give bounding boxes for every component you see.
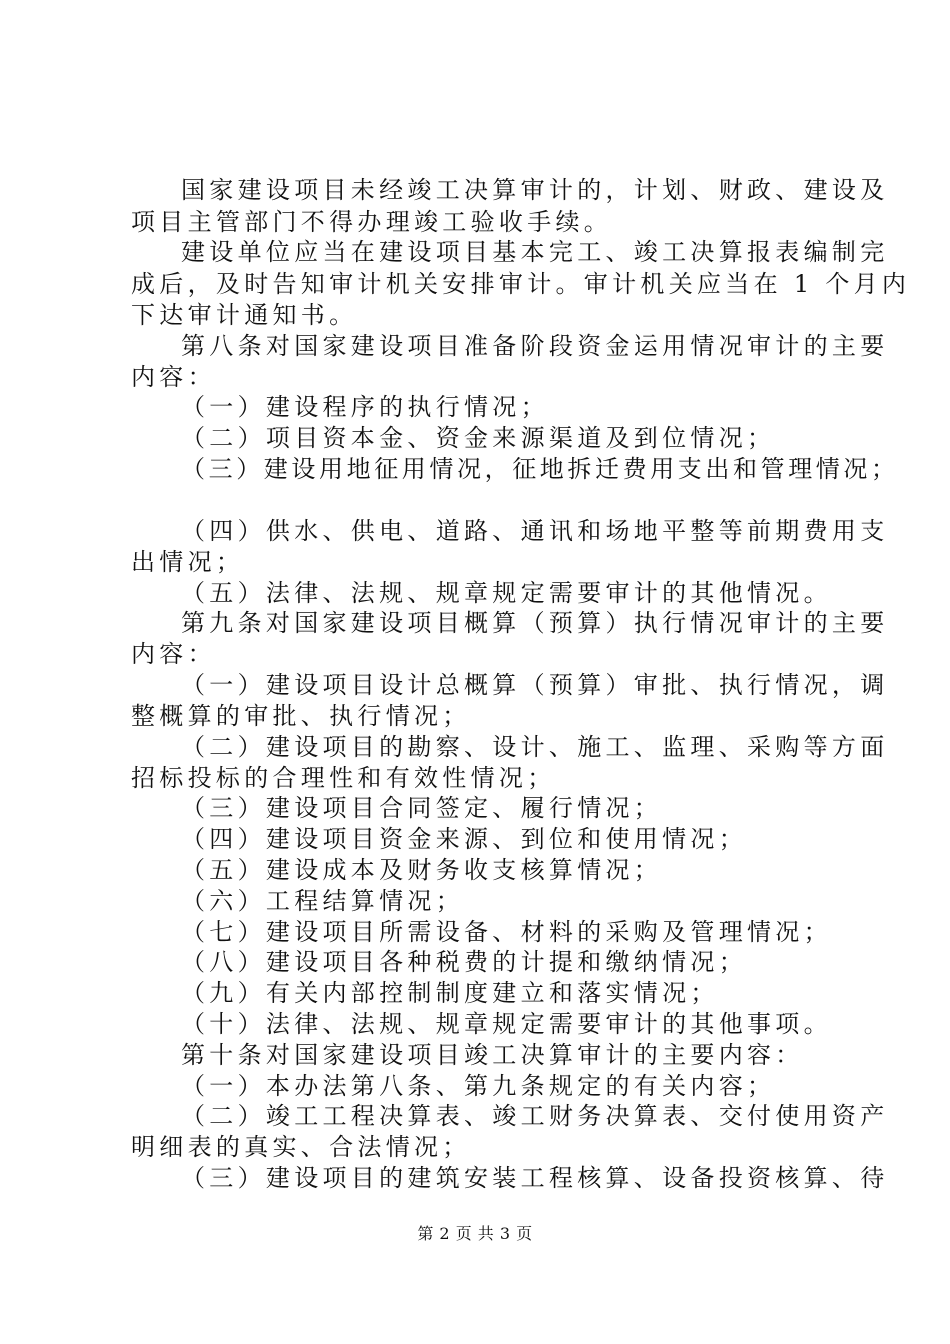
text-line: 招标投标的合理性和有效性情况；	[131, 764, 556, 792]
text-line: 内容：	[131, 363, 216, 391]
text-line: 下达审计通知书。	[131, 301, 358, 329]
text-line: 出情况；	[131, 548, 245, 576]
text-line: 项目主管部门不得办理竣工验收手续。	[131, 208, 613, 236]
list-item: （二）项目资本金、资金来源渠道及到位情况；	[181, 424, 776, 452]
text-line: 整概算的审批、执行情况；	[131, 702, 471, 730]
text-line: 成后，及时告知审计机关安排审计。审计机关应当在 1 个月内	[131, 270, 911, 298]
list-item: （五）建设成本及财务收支核算情况；	[181, 856, 663, 884]
list-item: （一）本办法第八条、第九条规定的有关内容；	[181, 1072, 776, 1100]
text-line: 第十条对国家建设项目竣工决算审计的主要内容：	[181, 1041, 804, 1069]
text-line: 内容：	[131, 640, 216, 668]
page-number-footer: 第 2 页 共 3 页	[417, 1224, 533, 1243]
list-item: （二）竣工工程决算表、竣工财务决算表、交付使用资产	[181, 1102, 889, 1130]
list-item: （五）法律、法规、规章规定需要审计的其他情况。	[181, 579, 832, 607]
list-item: （四）供水、供电、道路、通讯和场地平整等前期费用支	[181, 517, 889, 545]
list-item: （三）建设用地征用情况，征地拆迁费用支出和管理情况；	[181, 455, 899, 483]
text-line: 明细表的真实、合法情况；	[131, 1133, 471, 1161]
text-line: 第八条对国家建设项目准备阶段资金运用情况审计的主要	[181, 332, 889, 360]
text-line: 建设单位应当在建设项目基本完工、竣工决算报表编制完	[181, 238, 889, 266]
list-item: （八）建设项目各种税费的计提和缴纳情况；	[181, 948, 747, 976]
list-item: （六）工程结算情况；	[181, 887, 464, 915]
list-item: （九）有关内部控制制度建立和落实情况；	[181, 979, 719, 1007]
list-item: （四）建设项目资金来源、到位和使用情况；	[181, 825, 747, 853]
list-item: （一）建设项目设计总概算（预算）审批、执行情况，调	[181, 671, 889, 699]
list-item: （三）建设项目合同签定、履行情况；	[181, 794, 663, 822]
list-item: （一）建设程序的执行情况；	[181, 393, 549, 421]
list-item: （三）建设项目的建筑安装工程核算、设备投资核算、待	[181, 1164, 889, 1192]
text-line: 国家建设项目未经竣工决算审计的，计划、财政、建设及	[181, 176, 889, 204]
list-item: （十）法律、法规、规章规定需要审计的其他事项。	[181, 1010, 832, 1038]
list-item: （二）建设项目的勘察、设计、施工、监理、采购等方面	[181, 733, 889, 761]
list-item: （七）建设项目所需设备、材料的采购及管理情况；	[181, 918, 832, 946]
text-line: 第九条对国家建设项目概算（预算）执行情况审计的主要	[181, 609, 889, 637]
